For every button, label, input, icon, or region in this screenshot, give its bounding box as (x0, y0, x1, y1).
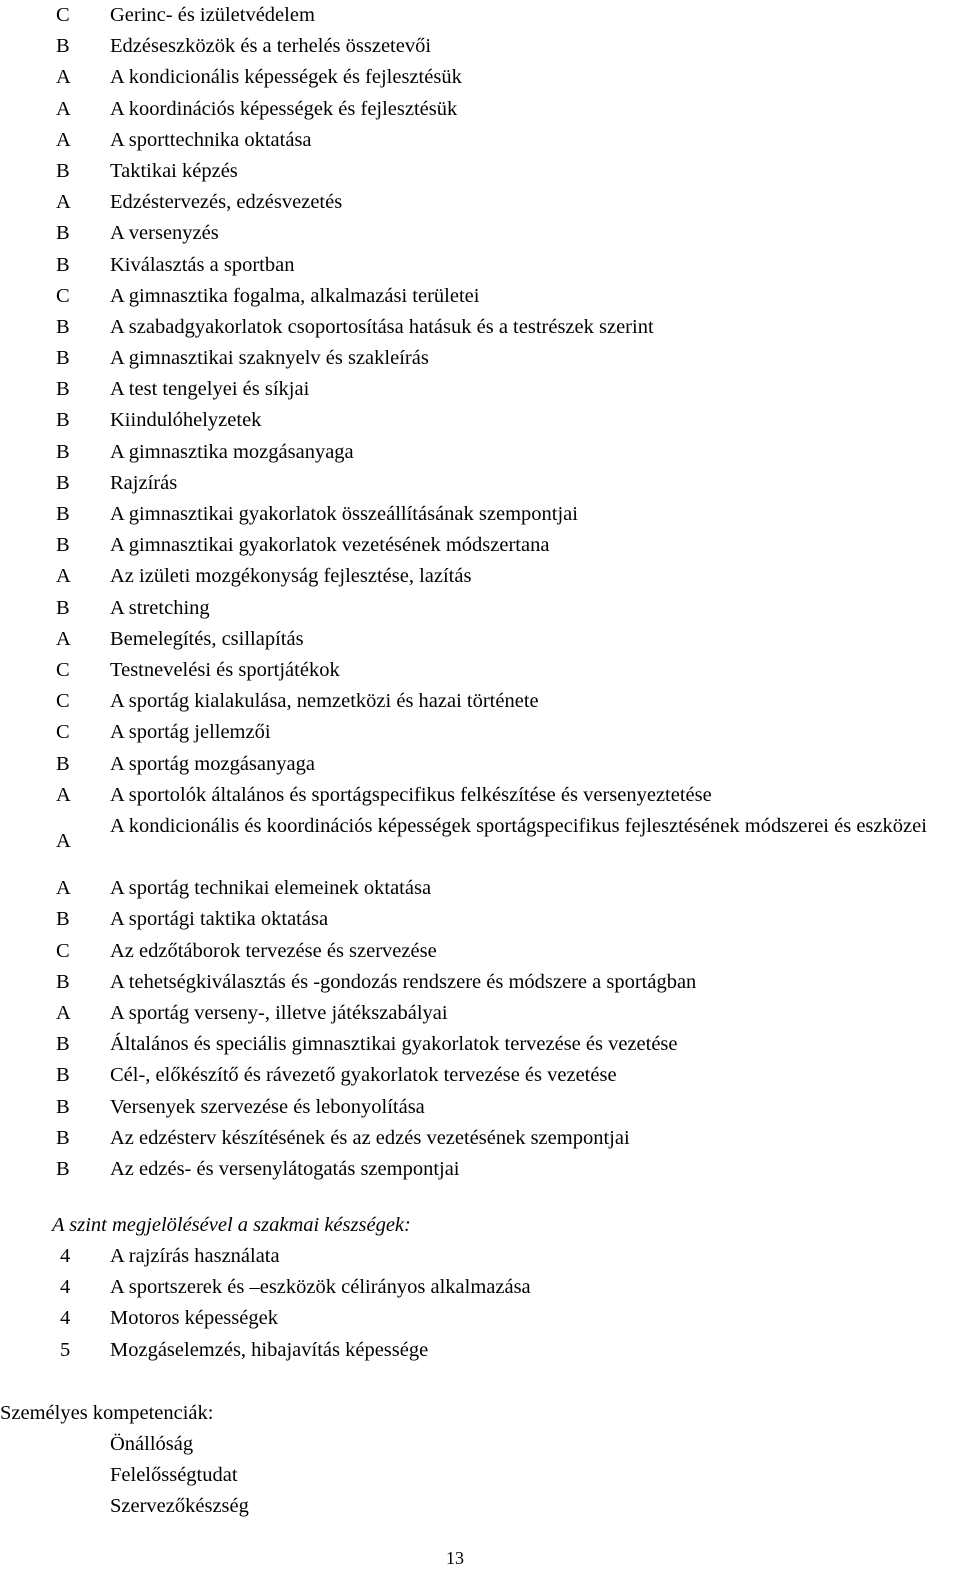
topic-row (0, 1029, 960, 1060)
level-label: A (56, 877, 71, 900)
topic-row (0, 655, 960, 686)
topic-row (0, 749, 960, 780)
level-label: C (56, 284, 70, 307)
competency-item: Szervezőkészség (110, 1495, 249, 1518)
level-label: B (56, 1126, 70, 1149)
level-label: B (56, 752, 70, 775)
level-label: C (56, 4, 70, 26)
competency-item: Önállóság (110, 1433, 194, 1455)
level-label: B (56, 378, 70, 401)
topic-text: Kiválasztás a sportban (110, 253, 295, 276)
topic-row (0, 967, 960, 998)
topic-row (0, 1092, 960, 1123)
topic-text: Az izületi mozgékonyság fejlesztése, lazítás (110, 565, 472, 588)
level-label: B (56, 908, 70, 931)
skill-row (0, 1335, 960, 1366)
topic-row (0, 156, 960, 187)
level-label: B (56, 159, 70, 182)
level-label: B (56, 440, 70, 463)
level-label: B (56, 253, 70, 276)
topic-row (0, 187, 960, 218)
topic-text: Bemelegítés, csillapítás (110, 627, 304, 650)
topic-text: Az edzésterv készítésének és az edzés vezetésének szempontjai (110, 1126, 630, 1149)
topic-row (0, 312, 960, 343)
skill-text: Mozgáselemzés, hibajavítás képessége (110, 1338, 429, 1361)
topic-row (0, 811, 960, 873)
topic-row (0, 686, 960, 717)
topic-row (0, 499, 960, 530)
topic-text: Taktikai képzés (110, 159, 238, 182)
topic-row (0, 717, 960, 748)
topic-row (0, 873, 960, 904)
topic-row (0, 998, 960, 1029)
topic-text: Kiindulóhelyzetek (110, 409, 262, 432)
topic-text: A sportág kialakulása, nemzetközi és hazai története (110, 690, 539, 713)
level-label: A (56, 97, 71, 120)
level-label: B (56, 471, 70, 494)
topic-row (0, 624, 960, 655)
topic-row (0, 561, 960, 592)
topic-row (0, 62, 960, 93)
skill-text: A sportszerek és –eszközök célirányos alkalmazása (110, 1276, 531, 1299)
topic-text: A sportági taktika oktatása (110, 908, 329, 931)
topic-row (0, 405, 960, 436)
level-label: 4 (60, 1307, 71, 1330)
level-label: A (56, 128, 71, 151)
level-label: B (56, 35, 70, 58)
skill-row (0, 1303, 960, 1334)
topic-text: A gimnasztikai gyakorlatok vezetésének módszertana (110, 534, 550, 557)
topic-row (0, 31, 960, 62)
level-label: B (56, 534, 70, 557)
level-label: B (56, 409, 70, 432)
topic-text: A stretching (110, 596, 210, 619)
level-label: B (56, 315, 70, 338)
topic-row (0, 1154, 960, 1185)
topic-text: A tehetségkiválasztás és -gondozás rendszere és módszere a sportágban (110, 970, 697, 993)
level-label: B (56, 347, 70, 370)
topic-row (0, 904, 960, 935)
competency-item: Felelősségtudat (110, 1464, 238, 1487)
level-label: B (56, 503, 70, 525)
level-label: 4 (60, 1245, 71, 1267)
topic-text: Az edzés- és versenylátogatás szempontjai (110, 1157, 460, 1180)
topic-text: A gimnasztikai szaknyelv és szakleírás (110, 347, 429, 370)
topic-row (0, 468, 960, 499)
topic-text: A sportág verseny-, illetve játékszabályai (110, 1002, 448, 1025)
level-label: B (56, 1095, 70, 1118)
skill-text: Motoros képességek (110, 1307, 278, 1330)
topic-row (0, 281, 960, 312)
topic-text: Rajzírás (110, 471, 178, 494)
topic-text: A gimnasztikai gyakorlatok összeállításának szempontjai (110, 503, 578, 525)
topic-text: Az edzőtáborok tervezése és szervezése (110, 939, 437, 962)
topic-text: A gimnasztika mozgásanyaga (110, 440, 354, 463)
topic-row (0, 530, 960, 561)
topic-text: Testnevelési és sportjátékok (110, 658, 340, 681)
topic-text: Edzéseszközök és a terhelés összetevői (110, 35, 432, 58)
topic-row (0, 593, 960, 624)
level-label: B (56, 970, 70, 993)
competencies-list (110, 1429, 249, 1523)
topic-text: A kondicionális képességek és fejlesztésük (110, 66, 462, 89)
topic-text: A szabadgyakorlatok csoportosítása hatásuk és a testrészek szerint (110, 315, 654, 338)
page-number: 13 (446, 1548, 464, 1568)
level-label: A (56, 1002, 71, 1025)
level-label: B (56, 222, 70, 245)
topic-text: A koordinációs képességek és fejlesztésük (110, 97, 458, 120)
topic-text: A sportolók általános és sportágspecifikus felkészítése és versenyeztetése (110, 783, 712, 806)
topic-row (0, 936, 960, 967)
competencies-heading: Személyes kompetenciák: (0, 1402, 214, 1424)
level-label: A (56, 830, 71, 853)
level-label: A (56, 783, 71, 806)
topic-row (0, 437, 960, 468)
topic-text: A versenyzés (110, 222, 219, 245)
topic-row (0, 218, 960, 249)
level-label: C (56, 690, 70, 713)
level-label: A (56, 191, 71, 214)
topic-row (0, 0, 960, 31)
topic-row (0, 780, 960, 811)
topic-text: Versenyek szervezése és lebonyolítása (110, 1095, 425, 1118)
topic-row (0, 250, 960, 281)
topic-row (0, 1123, 960, 1154)
skill-row (0, 1241, 960, 1272)
skills-list (0, 1241, 960, 1366)
topic-text: A sporttechnika oktatása (110, 128, 312, 151)
level-label: 5 (60, 1338, 71, 1361)
topic-text: A sportág technikai elemeinek oktatása (110, 877, 432, 900)
skills-heading: A szint megjelölésével a szakmai készségek: (52, 1214, 411, 1236)
level-label: C (56, 721, 70, 744)
topic-row (0, 374, 960, 405)
level-label: B (56, 1033, 70, 1056)
topic-text: A test tengelyei és síkjai (110, 378, 310, 401)
topic-row (0, 343, 960, 374)
topic-text: A kondicionális és koordinációs képességek sportágspecifikus fejlesztésének módszerei és eszközei (110, 814, 927, 837)
level-label: A (56, 627, 71, 650)
level-label: B (56, 596, 70, 619)
topic-row (0, 1060, 960, 1091)
skill-text: A rajzírás használata (110, 1245, 280, 1267)
level-label: B (56, 1157, 70, 1180)
topic-text: Cél-, előkészítő és rávezető gyakorlatok tervezése és vezetése (110, 1064, 617, 1087)
level-label: 4 (60, 1276, 71, 1299)
topic-row (0, 125, 960, 156)
level-label: C (56, 658, 70, 681)
topic-text: A gimnasztika fogalma, alkalmazási területei (110, 284, 480, 307)
level-label: B (56, 1064, 70, 1087)
level-label: C (56, 939, 70, 962)
topic-row (0, 94, 960, 125)
topic-text: A sportág mozgásanyaga (110, 752, 315, 775)
skill-row (0, 1272, 960, 1303)
topic-text: Edzéstervezés, edzésvezetés (110, 191, 343, 214)
level-label: A (56, 565, 71, 588)
level-label: A (56, 66, 71, 89)
topic-text: A sportág jellemzői (110, 721, 271, 744)
topic-text: Gerinc- és izületvédelem (110, 4, 315, 26)
topic-text: Általános és speciális gimnasztikai gyakorlatok tervezése és vezetése (110, 1033, 678, 1056)
